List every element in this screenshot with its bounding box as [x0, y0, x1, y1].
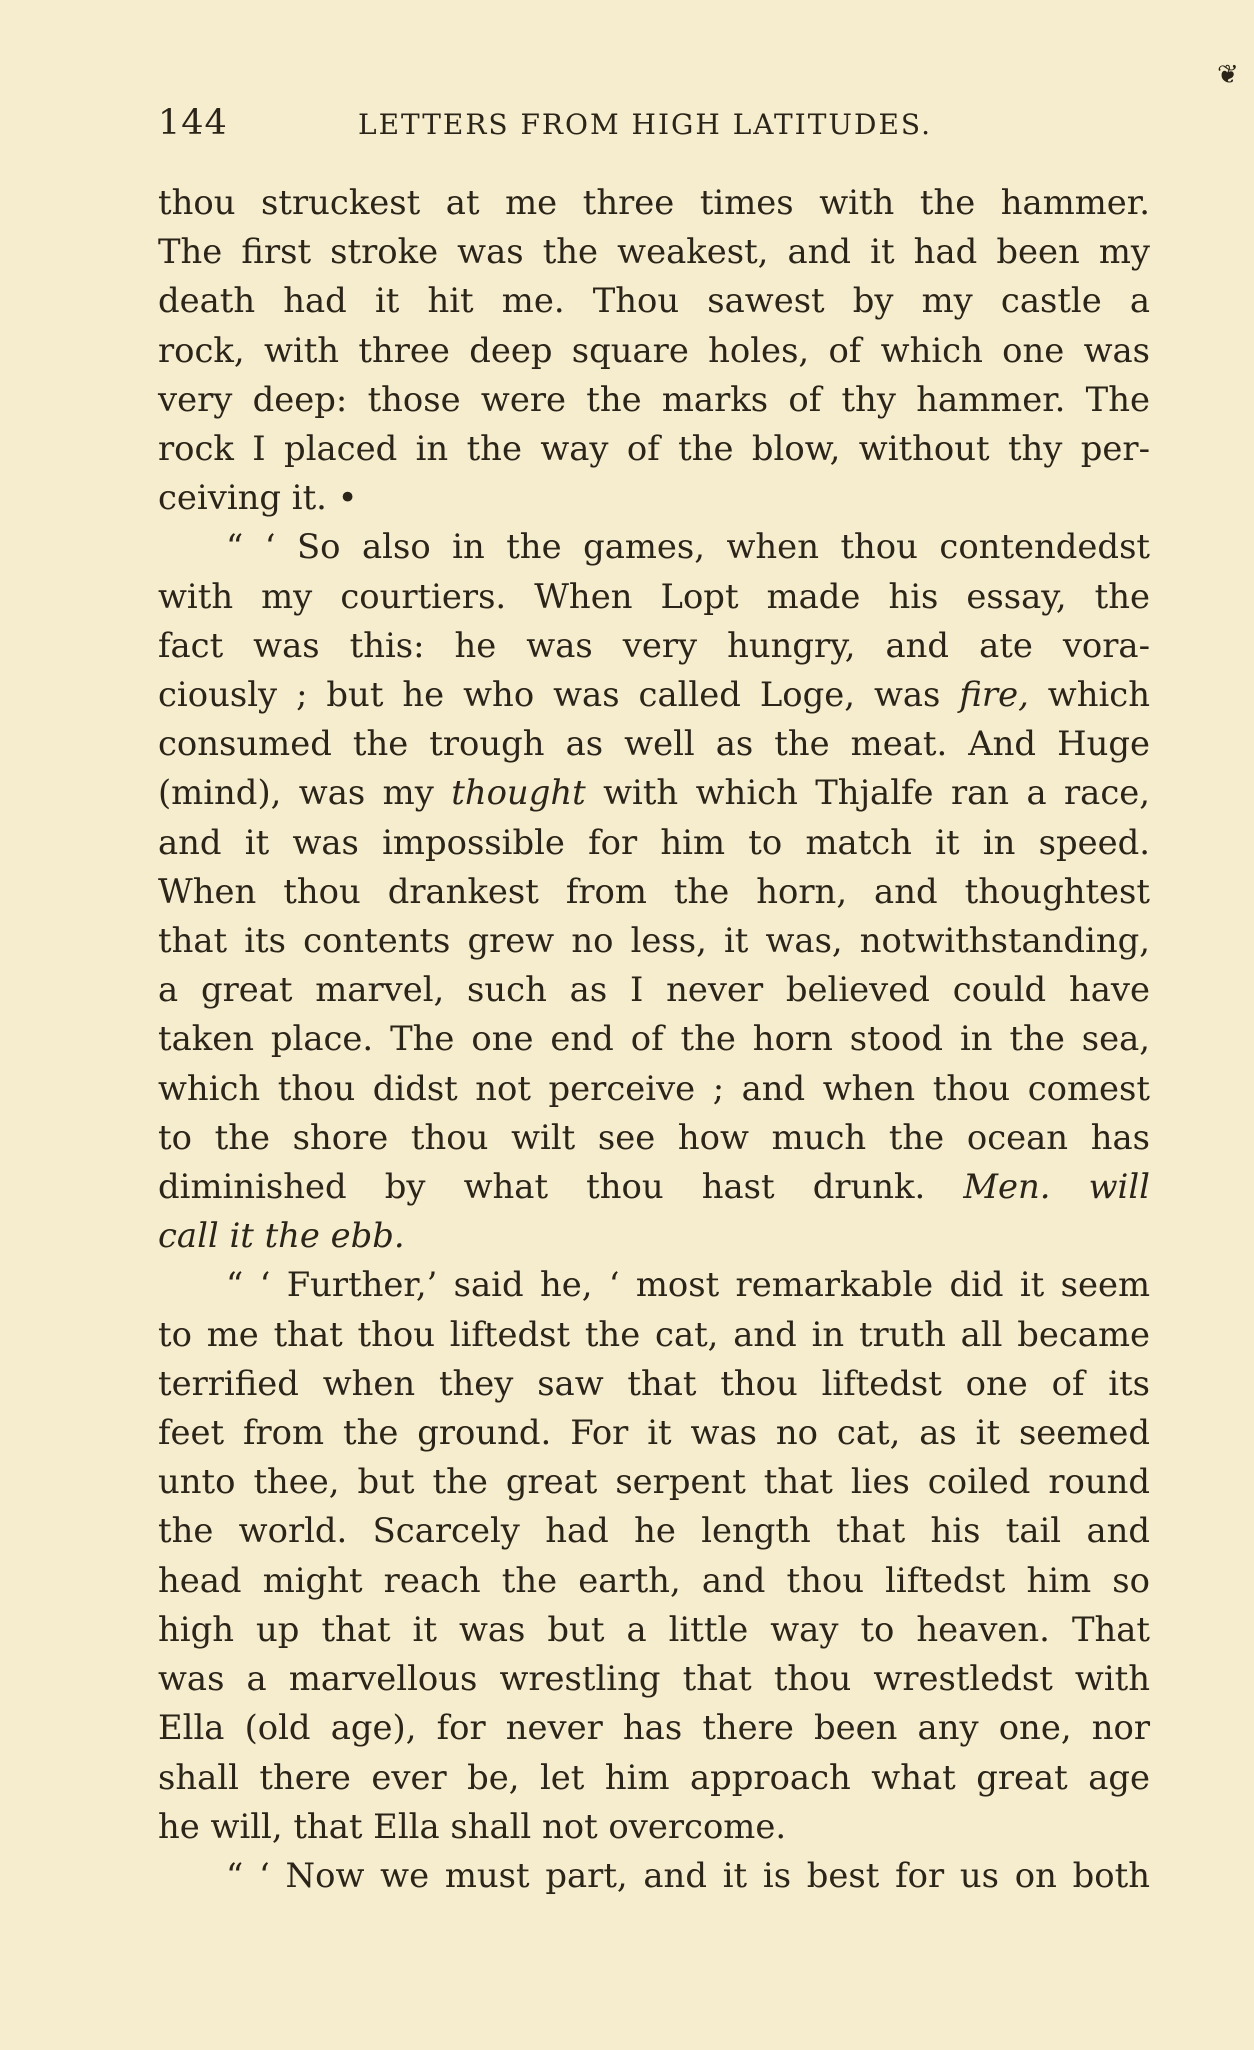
text-line: high up that it was but a little way to heaven. That: [158, 1609, 1150, 1649]
text-line: [158, 1162, 1150, 1211]
italic-word: Men. will: [963, 1167, 1150, 1207]
text-line: very deep: those were the marks of thy hammer. The: [158, 379, 1150, 419]
text-line: [158, 670, 1150, 719]
text-line: that its contents grew no less, it was, notwithstanding,: [158, 921, 1150, 961]
paragraph: [158, 178, 1150, 522]
corner-ornament: ❦: [1217, 60, 1239, 90]
paragraph: [158, 1260, 1150, 1850]
text-line: to me that thou liftedst the cat, and in truth all became: [158, 1314, 1150, 1354]
text-segment: (mind), was my: [158, 773, 452, 813]
text-line: “ ‘ Now we must part, and it is best for us on both: [226, 1855, 1150, 1895]
running-title: LETTERS FROM HIGH LATITUDES.: [358, 108, 932, 141]
text-line: When thou drankest from the horn, and thoughtest: [158, 871, 1150, 911]
text-line: [158, 1211, 1150, 1260]
text-segment: which: [1028, 675, 1150, 715]
italic-phrase: call it the ebb.: [158, 1216, 405, 1256]
text-line: rock I placed in the way of the blow, without thy per-: [158, 429, 1150, 469]
text-line: with my courtiers. When Lopt made his essay, the: [158, 576, 1150, 616]
text-line: fact was this: he was very hungry, and ate vora-: [158, 625, 1150, 665]
text-line: shall there ever be, let him approach what great age: [158, 1757, 1150, 1797]
text-line: ceiving it. •: [158, 478, 358, 518]
paragraph: [158, 522, 1150, 1260]
text-line: feet from the ground. For it was no cat, as it seemed: [158, 1413, 1150, 1453]
page-header: [158, 98, 1158, 148]
paragraph: [158, 1851, 1150, 1900]
text-line: to the shore thou wilt see how much the ocean has: [158, 1117, 1150, 1157]
text-line: thou struckest at me three times with the hammer.: [158, 183, 1150, 222]
text-line: “ ‘ Further,’ said he, ‘ most remarkable did it seem: [226, 1265, 1150, 1305]
text-line: [158, 768, 1150, 817]
text-line: head might reach the earth, and thou liftedst him so: [158, 1560, 1150, 1600]
text-line: death had it hit me. Thou sawest by my castle a: [158, 281, 1150, 321]
text-line: Ella (old age), for never has there been any one, nor: [158, 1708, 1150, 1748]
text-line: and it was impossible for him to match it in speed.: [158, 822, 1150, 862]
text-segment: ciously ; but he who was called Loge, was: [158, 675, 960, 715]
text-line: which thou didst not perceive ; and when thou comest: [158, 1068, 1150, 1108]
text-line: a great marvel, such as I never believed could have: [158, 970, 1150, 1010]
text-line: rock, with three deep square holes, of which one was: [158, 330, 1150, 370]
page-number: 144: [158, 103, 228, 143]
text-line: unto thee, but the great serpent that lies coiled round: [158, 1462, 1150, 1502]
italic-word: fire,: [959, 675, 1029, 715]
text-line: The first stroke was the weakest, and it had been my: [158, 232, 1150, 272]
text-line: he will, that Ella shall not overcome.: [158, 1806, 787, 1846]
italic-word: thought: [451, 773, 586, 813]
text-line: consumed the trough as well as the meat. And Huge: [158, 724, 1150, 764]
text-line: terrified when they saw that thou liftedst one of its: [158, 1363, 1150, 1403]
text-line: taken place. The one end of the horn stood in the sea,: [158, 1019, 1150, 1059]
text-line: “ ‘ So also in the games, when thou contendedst: [226, 527, 1150, 567]
text-segment: diminished by what thou hast drunk.: [158, 1167, 964, 1207]
page-body: [158, 178, 1150, 1900]
text-line: the world. Scarcely had he length that his tail and: [158, 1511, 1150, 1551]
text-line: was a marvellous wrestling that thou wrestledst with: [158, 1659, 1150, 1699]
text-segment: with which Thjalfe ran a race,: [585, 773, 1151, 813]
